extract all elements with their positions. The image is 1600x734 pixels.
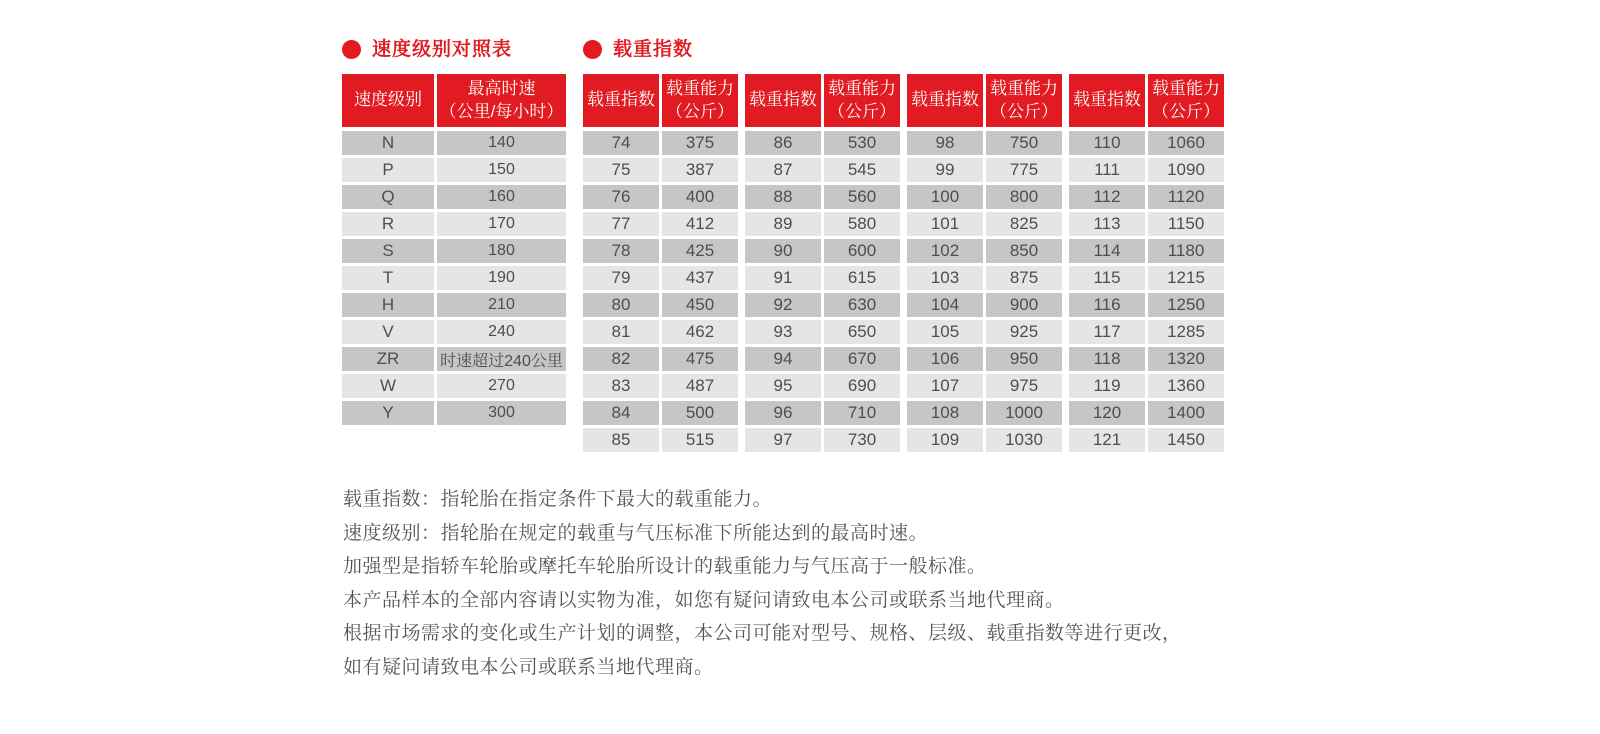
load-index-cell: 94 — [745, 347, 821, 371]
load-capacity-cell: 650 — [824, 320, 900, 344]
load-index-cell: 118 — [1069, 347, 1145, 371]
load-capacity-header — [986, 74, 1062, 127]
load-table-row — [583, 185, 738, 209]
speed-table-row — [342, 374, 566, 398]
load-capacity-cell: 1360 — [1148, 374, 1224, 398]
load-capacity-cell: 1090 — [1148, 158, 1224, 182]
load-index-cell: 119 — [1069, 374, 1145, 398]
speed-level-cell: H — [342, 293, 434, 317]
load-table-row — [745, 185, 900, 209]
load-capacity-cell: 800 — [986, 185, 1062, 209]
load-index-cell: 107 — [907, 374, 983, 398]
load-index-section — [583, 37, 1225, 455]
speed-table-row — [342, 212, 566, 236]
speed-level-cell: ZR — [342, 347, 434, 371]
speed-table-title-text: 速度级别对照表 — [372, 38, 513, 60]
load-table-title-text: 载重指数 — [613, 38, 694, 60]
speed-level-cell: S — [342, 239, 434, 263]
load-capacity-cell: 750 — [986, 131, 1062, 155]
load-index-cell: 81 — [583, 320, 659, 344]
load-capacity-cell: 500 — [662, 401, 738, 425]
load-capacity-header — [1148, 74, 1224, 127]
load-table-row — [1069, 401, 1224, 425]
load-index-cell: 79 — [583, 266, 659, 290]
load-index-cell: 111 — [1069, 158, 1145, 182]
load-table-row — [907, 212, 1062, 236]
max-speed-cell: 190 — [437, 266, 566, 290]
load-table-row — [745, 401, 900, 425]
load-table-row — [907, 374, 1062, 398]
speed-table-header-maxspeed — [437, 74, 566, 127]
speed-level-cell: N — [342, 131, 434, 155]
load-table-row — [583, 320, 738, 344]
load-index-header: 载重指数 — [583, 74, 659, 127]
load-table-group — [1069, 74, 1224, 455]
load-capacity-header — [662, 74, 738, 127]
load-table-row — [583, 374, 738, 398]
speed-rating-section — [342, 37, 566, 428]
load-capacity-cell: 710 — [824, 401, 900, 425]
load-table-row — [745, 347, 900, 371]
load-table-row — [583, 239, 738, 263]
load-index-cell: 96 — [745, 401, 821, 425]
load-capacity-cell: 1285 — [1148, 320, 1224, 344]
load-table-group — [745, 74, 900, 455]
speed-level-cell: T — [342, 266, 434, 290]
red-dot-icon — [342, 40, 361, 59]
speed-table — [342, 74, 566, 425]
speed-table-row — [342, 131, 566, 155]
load-capacity-cell: 580 — [824, 212, 900, 236]
speed-table-title — [342, 37, 566, 61]
speed-table-body — [342, 131, 566, 425]
load-index-cell: 101 — [907, 212, 983, 236]
note-line: 如有疑问请致电本公司或联系当地代理商。 — [343, 656, 714, 678]
load-capacity-cell: 387 — [662, 158, 738, 182]
red-dot-icon — [583, 40, 602, 59]
speed-table-row — [342, 266, 566, 290]
load-index-cell: 121 — [1069, 428, 1145, 452]
load-capacity-cell: 775 — [986, 158, 1062, 182]
load-capacity-cell: 1180 — [1148, 239, 1224, 263]
load-table-row — [745, 158, 900, 182]
load-capacity-cell: 437 — [662, 266, 738, 290]
load-table-groups — [583, 74, 1225, 455]
load-index-cell: 115 — [1069, 266, 1145, 290]
max-speed-cell: 300 — [437, 401, 566, 425]
load-table-row — [1069, 293, 1224, 317]
load-table-row — [1069, 266, 1224, 290]
max-speed-cell: 150 — [437, 158, 566, 182]
load-index-cell: 83 — [583, 374, 659, 398]
load-table-row — [745, 293, 900, 317]
load-table-row — [583, 401, 738, 425]
load-table-row — [907, 239, 1062, 263]
load-capacity-cell: 950 — [986, 347, 1062, 371]
load-index-cell: 75 — [583, 158, 659, 182]
load-table-row — [583, 158, 738, 182]
load-capacity-cell: 615 — [824, 266, 900, 290]
load-index-cell: 102 — [907, 239, 983, 263]
load-capacity-cell: 450 — [662, 293, 738, 317]
load-table-row — [745, 320, 900, 344]
load-capacity-cell: 462 — [662, 320, 738, 344]
load-index-cell: 100 — [907, 185, 983, 209]
load-capacity-cell: 545 — [824, 158, 900, 182]
load-capacity-cell: 1215 — [1148, 266, 1224, 290]
load-table-row — [745, 239, 900, 263]
speed-level-cell: Y — [342, 401, 434, 425]
header-line2: （公斤） — [1152, 101, 1220, 121]
load-capacity-cell: 400 — [662, 185, 738, 209]
load-capacity-cell: 1120 — [1148, 185, 1224, 209]
load-index-cell: 120 — [1069, 401, 1145, 425]
header-line1: 载重能力 — [666, 79, 734, 99]
load-table-title — [583, 37, 1225, 61]
load-table-row — [745, 374, 900, 398]
load-index-cell: 112 — [1069, 185, 1145, 209]
header-line2: （公斤） — [666, 101, 734, 121]
load-index-cell: 110 — [1069, 131, 1145, 155]
load-capacity-cell: 487 — [662, 374, 738, 398]
load-table-row — [907, 185, 1062, 209]
load-capacity-cell: 630 — [824, 293, 900, 317]
header-line2: （公斤） — [828, 101, 896, 121]
load-capacity-cell: 425 — [662, 239, 738, 263]
max-speed-cell: 时速超过240公里 — [437, 347, 566, 371]
load-capacity-cell: 1060 — [1148, 131, 1224, 155]
load-table-row — [1069, 374, 1224, 398]
speed-level-cell: Q — [342, 185, 434, 209]
load-index-cell: 87 — [745, 158, 821, 182]
load-table-row — [583, 347, 738, 371]
load-table-group — [907, 74, 1062, 455]
load-capacity-cell: 900 — [986, 293, 1062, 317]
load-capacity-cell: 730 — [824, 428, 900, 452]
load-table-row — [583, 293, 738, 317]
speed-table-row — [342, 320, 566, 344]
load-table-row — [745, 266, 900, 290]
load-table-row — [1069, 239, 1224, 263]
notes-block — [343, 481, 1182, 682]
load-capacity-cell: 530 — [824, 131, 900, 155]
load-table-row — [1069, 131, 1224, 155]
load-index-header: 载重指数 — [745, 74, 821, 127]
speed-table-header-row — [342, 74, 566, 127]
header-line2: （公里/每小时） — [439, 101, 564, 121]
load-table-row — [907, 266, 1062, 290]
load-capacity-cell: 1320 — [1148, 347, 1224, 371]
load-index-cell: 85 — [583, 428, 659, 452]
max-speed-cell: 160 — [437, 185, 566, 209]
max-speed-cell: 180 — [437, 239, 566, 263]
max-speed-cell: 240 — [437, 320, 566, 344]
note-line: 载重指数：指轮胎在指定条件下最大的载重能力。 — [343, 489, 773, 511]
load-table-row — [583, 428, 738, 452]
note-line: 速度级别：指轮胎在规定的载重与气压标准下所能达到的最高时速。 — [343, 522, 929, 544]
speed-table-row — [342, 401, 566, 425]
load-capacity-cell: 600 — [824, 239, 900, 263]
load-index-cell: 93 — [745, 320, 821, 344]
load-index-cell: 80 — [583, 293, 659, 317]
load-index-cell: 74 — [583, 131, 659, 155]
load-capacity-cell: 560 — [824, 185, 900, 209]
load-capacity-cell: 475 — [662, 347, 738, 371]
max-speed-cell: 270 — [437, 374, 566, 398]
load-index-cell: 104 — [907, 293, 983, 317]
load-table-row — [907, 401, 1062, 425]
speed-level-cell: W — [342, 374, 434, 398]
load-table-row — [907, 158, 1062, 182]
load-table-row — [1069, 158, 1224, 182]
load-capacity-cell: 412 — [662, 212, 738, 236]
load-index-cell: 116 — [1069, 293, 1145, 317]
load-capacity-header — [824, 74, 900, 127]
load-capacity-cell: 925 — [986, 320, 1062, 344]
speed-level-cell: V — [342, 320, 434, 344]
header-line1: 载重能力 — [1152, 79, 1220, 99]
load-capacity-cell: 1000 — [986, 401, 1062, 425]
load-capacity-cell: 690 — [824, 374, 900, 398]
load-table-row — [907, 347, 1062, 371]
speed-table-row — [342, 293, 566, 317]
load-table-header-row — [1069, 74, 1224, 127]
load-capacity-cell: 1030 — [986, 428, 1062, 452]
speed-level-cell: P — [342, 158, 434, 182]
load-index-cell: 84 — [583, 401, 659, 425]
load-table-group — [583, 74, 738, 455]
load-index-cell: 88 — [745, 185, 821, 209]
speed-table-header-level: 速度级别 — [342, 74, 434, 127]
load-index-cell: 92 — [745, 293, 821, 317]
speed-table-row — [342, 185, 566, 209]
load-table-row — [907, 428, 1062, 452]
load-table-row — [907, 293, 1062, 317]
load-table-row — [745, 428, 900, 452]
speed-level-cell: R — [342, 212, 434, 236]
max-speed-cell: 210 — [437, 293, 566, 317]
load-table-header-row — [745, 74, 900, 127]
load-capacity-cell: 850 — [986, 239, 1062, 263]
load-table-row — [907, 131, 1062, 155]
load-index-cell: 95 — [745, 374, 821, 398]
load-table-row — [583, 131, 738, 155]
load-index-cell: 98 — [907, 131, 983, 155]
note-line: 加强型是指轿车轮胎或摩托车轮胎所设计的载重能力与气压高于一般标准。 — [343, 556, 987, 578]
speed-table-row — [342, 158, 566, 182]
load-table-row — [907, 320, 1062, 344]
load-index-cell: 78 — [583, 239, 659, 263]
load-index-cell: 86 — [745, 131, 821, 155]
load-table-row — [1069, 212, 1224, 236]
speed-table-row — [342, 239, 566, 263]
max-speed-cell: 170 — [437, 212, 566, 236]
load-capacity-cell: 670 — [824, 347, 900, 371]
load-table-row — [583, 212, 738, 236]
speed-table-row — [342, 347, 566, 371]
max-speed-cell: 140 — [437, 131, 566, 155]
load-capacity-cell: 1450 — [1148, 428, 1224, 452]
load-capacity-cell: 1250 — [1148, 293, 1224, 317]
header-line1: 最高时速 — [467, 79, 536, 99]
load-index-cell: 106 — [907, 347, 983, 371]
load-table-row — [1069, 320, 1224, 344]
load-index-cell: 82 — [583, 347, 659, 371]
header-line1: 载重能力 — [990, 79, 1058, 99]
note-line: 本产品样本的全部内容请以实物为准，如您有疑问请致电本公司或联系当地代理商。 — [343, 589, 1065, 611]
load-table-row — [1069, 428, 1224, 452]
load-capacity-cell: 515 — [662, 428, 738, 452]
load-index-header: 载重指数 — [907, 74, 983, 127]
load-index-cell: 108 — [907, 401, 983, 425]
load-index-header: 载重指数 — [1069, 74, 1145, 127]
load-index-cell: 90 — [745, 239, 821, 263]
load-capacity-cell: 375 — [662, 131, 738, 155]
load-capacity-cell: 1150 — [1148, 212, 1224, 236]
load-capacity-cell: 875 — [986, 266, 1062, 290]
load-capacity-cell: 1400 — [1148, 401, 1224, 425]
load-index-cell: 76 — [583, 185, 659, 209]
load-index-cell: 113 — [1069, 212, 1145, 236]
load-index-cell: 114 — [1069, 239, 1145, 263]
load-index-cell: 117 — [1069, 320, 1145, 344]
load-table-row — [745, 212, 900, 236]
load-table-row — [583, 266, 738, 290]
header-line2: （公斤） — [990, 101, 1058, 121]
load-index-cell: 89 — [745, 212, 821, 236]
load-table-header-row — [907, 74, 1062, 127]
load-table-row — [745, 131, 900, 155]
load-index-cell: 97 — [745, 428, 821, 452]
load-index-cell: 105 — [907, 320, 983, 344]
load-capacity-cell: 825 — [986, 212, 1062, 236]
load-table-header-row — [583, 74, 738, 127]
note-line: 根据市场需求的变化或生产计划的调整，本公司可能对型号、规格、层级、载重指数等进行更改， — [343, 623, 1182, 645]
load-table-row — [1069, 347, 1224, 371]
load-table-row — [1069, 185, 1224, 209]
load-capacity-cell: 975 — [986, 374, 1062, 398]
load-index-cell: 91 — [745, 266, 821, 290]
load-index-cell: 99 — [907, 158, 983, 182]
header-line1: 载重能力 — [828, 79, 896, 99]
load-index-cell: 103 — [907, 266, 983, 290]
load-index-cell: 109 — [907, 428, 983, 452]
load-index-cell: 77 — [583, 212, 659, 236]
